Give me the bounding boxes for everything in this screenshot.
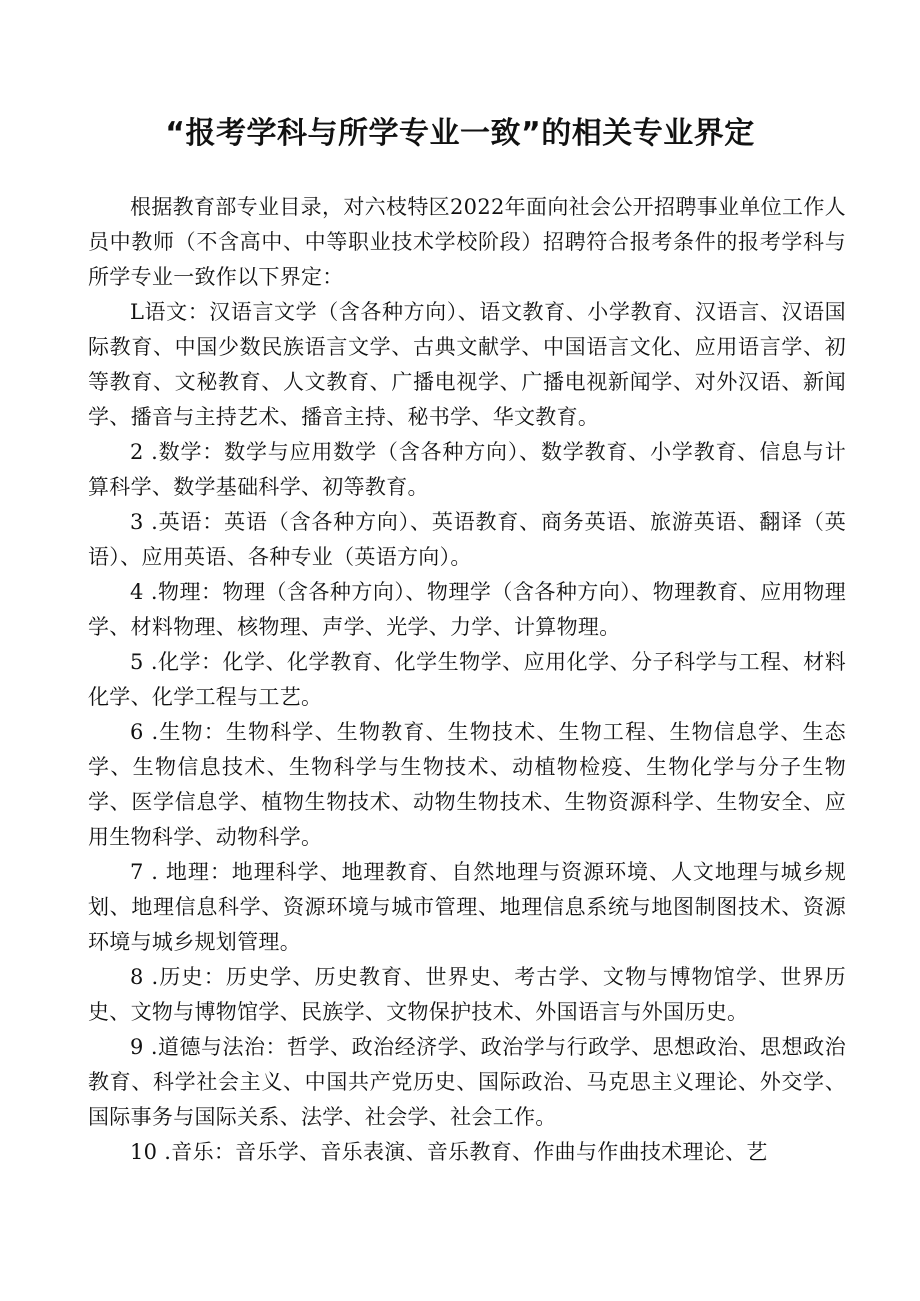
- subject-item-history: 8 .历史：历史学、历史教育、世界史、考古学、文物与博物馆学、世界历史、文物与博物馆学、民族学、文物保护技术、外国语言与外国历史。: [88, 965, 846, 1024]
- subject-item-chinese: L语文：汉语言文学（含各种方向）、语文教育、小学教育、汉语言、汉语国际教育、中国少数民族语言文学、古典文献学、中国语言文化、应用语言学、初等教育、文秘教育、人文教育、广播电视学、广播电视新闻学、对外汉语、新闻学、播音与主持艺术、播音主持、秘书学、华文教育。: [88, 300, 846, 429]
- subject-item-english: 3 .英语：英语（含各种方向）、英语教育、商务英语、旅游英语、翻译（英语）、应用英语、各种专业（英语方向）。: [88, 510, 846, 569]
- intro-paragraph: 根据教育部专业目录，对六枝特区2022年面向社会公开招聘事业单位工作人员中教师（不含高中、中等职业技术学校阶段）招聘符合报考条件的报考学科与所学专业一致作以下界定：: [88, 195, 846, 289]
- subject-item-math: 2 .数学：数学与应用数学（含各种方向）、数学教育、小学教育、信息与计算科学、数学基础科学、初等教育。: [88, 440, 846, 499]
- document-title: “报考学科与所学专业一致”的相关专业界定: [165, 116, 755, 151]
- subject-item-biology: 6 .生物：生物科学、生物教育、生物技术、生物工程、生物信息学、生态学、生物信息技术、生物科学与生物技术、动植物检疫、生物化学与分子生物学、医学信息学、植物生物技术、动物生物技术、生物资源科学、生物安全、应用生物科学、动物科学。: [88, 720, 846, 849]
- subject-item-chemistry: 5 .化学：化学、化学教育、化学生物学、应用化学、分子科学与工程、材料化学、化学工程与工艺。: [88, 650, 846, 709]
- subject-item-morality-law: 9 .道德与法治：哲学、政治经济学、政治学与行政学、思想政治、思想政治教育、科学社会主义、中国共产党历史、国际政治、马克思主义理论、外交学、国际事务与国际关系、法学、社会学、社会工作。: [88, 1035, 846, 1129]
- subject-item-physics: 4 .物理：物理（含各种方向）、物理学（含各种方向）、物理教育、应用物理学、材料物理、核物理、声学、光学、力学、计算物理。: [88, 580, 846, 639]
- document-body: [88, 190, 846, 1170]
- subject-item-geography: 7 . 地理：地理科学、地理教育、自然地理与资源环境、人文地理与城乡规划、地理信息科学、资源环境与城市管理、地理信息系统与地图制图技术、资源环境与城乡规划管理。: [88, 860, 846, 954]
- subject-item-music: 10 .音乐：音乐学、音乐表演、音乐教育、作曲与作曲技术理论、艺: [130, 1140, 768, 1164]
